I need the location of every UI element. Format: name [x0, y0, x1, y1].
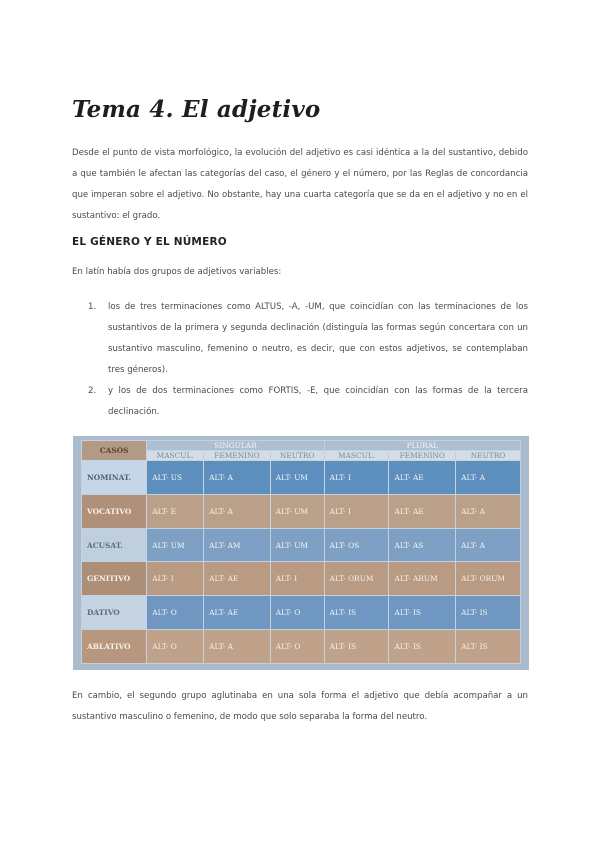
sub-header: NEUTRO [270, 451, 324, 461]
table-cell: ALT- O [270, 596, 324, 630]
table-cell: ALT- I [147, 562, 204, 596]
case-label: ACUSAT. [82, 528, 147, 562]
table-cell: ALT- IS [389, 596, 456, 630]
table-row [82, 562, 521, 596]
table-cell: ALT- ORUM [456, 562, 521, 596]
sub-header: FEMENINO [204, 451, 271, 461]
table-cell: ALT- IS [324, 596, 389, 630]
table-cell: ALT- AE [389, 494, 456, 528]
list-text: los de tres terminaciones como ALTUS, -A, -UM, que coincidían con las terminaciones de los sustantivos de la primera y segunda declinación (distinguía las formas según concertara con un sustantivo masculino, femenino o neutro, es decir, que con estos adjetivos, se contemplaban tres géneros). [108, 302, 528, 375]
table-cell: ALT- IS [456, 630, 521, 664]
table-cell: ALT- ORUM [324, 562, 389, 596]
closing-paragraph: En cambio, el segundo grupo aglutinaba en una sola forma el adjetivo que debía acompañar a un sustantivo masculino o femenino, de modo que solo separaba la forma del neutro. [72, 691, 528, 722]
table-cell: ALT- E [147, 494, 204, 528]
table-cell: ALT- AE [204, 562, 271, 596]
table-row [82, 494, 521, 528]
case-label: DATIVO [82, 596, 147, 630]
table-cell: ALT- I [270, 562, 324, 596]
case-label: GENITIVO [82, 562, 147, 596]
table-cell: ALT- O [147, 596, 204, 630]
casos-header: CASOS [82, 441, 147, 461]
table-cell: ALT- IS [389, 630, 456, 664]
table-cell: ALT- UM [270, 461, 324, 495]
table-cell: ALT- I [324, 494, 389, 528]
table-row [82, 461, 521, 495]
table-row [82, 528, 521, 562]
table-cell: ALT- UM [270, 528, 324, 562]
table-cell: ALT- UM [147, 528, 204, 562]
declension-table [81, 440, 521, 664]
list-item [72, 297, 528, 381]
case-label: VOCATIVO [82, 494, 147, 528]
intro-paragraph: Desde el punto de vista morfológico, la evolución del adjetivo es casi idéntica a la del sustantivo, debido a que también le afectan las categorías del caso, el género y el número, por las Reglas de concordancia que imperan sobre el adjetivo. No obstante, hay una cuarta categoría que se da en el adjetivo y no en el sustantivo: el grado. [72, 148, 528, 221]
table-cell: ALT- I [324, 461, 389, 495]
sub-header: MASCUL. [147, 451, 204, 461]
table-cell: ALT- A [456, 461, 521, 495]
table-row [82, 596, 521, 630]
list-item [72, 381, 528, 423]
case-label: ABLATIVO [82, 630, 147, 664]
page-title: Tema 4. El adjetivo [72, 96, 321, 123]
table-cell: ALT- O [270, 630, 324, 664]
sub-header: FEMENINO [389, 451, 456, 461]
sub-header: NEUTRO [456, 451, 521, 461]
table-cell: ALT- A [456, 528, 521, 562]
lead-paragraph: En latín había dos grupos de adjetivos variables: [72, 267, 282, 277]
table-cell: ALT- A [456, 494, 521, 528]
declension-table-photo [73, 436, 529, 670]
list-text: y los de dos terminaciones como FORTIS, -E, que coincidían con las formas de la tercera declinación. [108, 386, 528, 417]
plural-header: PLURAL [324, 441, 520, 451]
table-cell: ALT- O [147, 630, 204, 664]
table-row [82, 630, 521, 664]
table-cell: ALT- UM [270, 494, 324, 528]
table-cell: ALT- IS [324, 630, 389, 664]
table-cell: ALT- IS [456, 596, 521, 630]
adjective-groups-list [72, 297, 528, 423]
list-number: 1. [88, 302, 97, 312]
table-cell: ALT- AM [204, 528, 271, 562]
table-cell: ALT- A [204, 461, 271, 495]
list-number: 2. [88, 386, 97, 396]
section-heading: EL GÉNERO Y EL NÚMERO [72, 236, 227, 248]
table-cell: ALT- AE [389, 461, 456, 495]
table-cell: ALT- AE [204, 596, 271, 630]
table-cell: ALT- A [204, 494, 271, 528]
table-cell: ALT- OS [324, 528, 389, 562]
case-label: NOMINAT. [82, 461, 147, 495]
table-cell: ALT- A [204, 630, 271, 664]
singular-header: SINGULAR [147, 441, 324, 451]
table-cell: ALT- ARUM [389, 562, 456, 596]
table-cell: ALT- US [147, 461, 204, 495]
sub-header: MASCUL. [324, 451, 389, 461]
table-cell: ALT- AS [389, 528, 456, 562]
